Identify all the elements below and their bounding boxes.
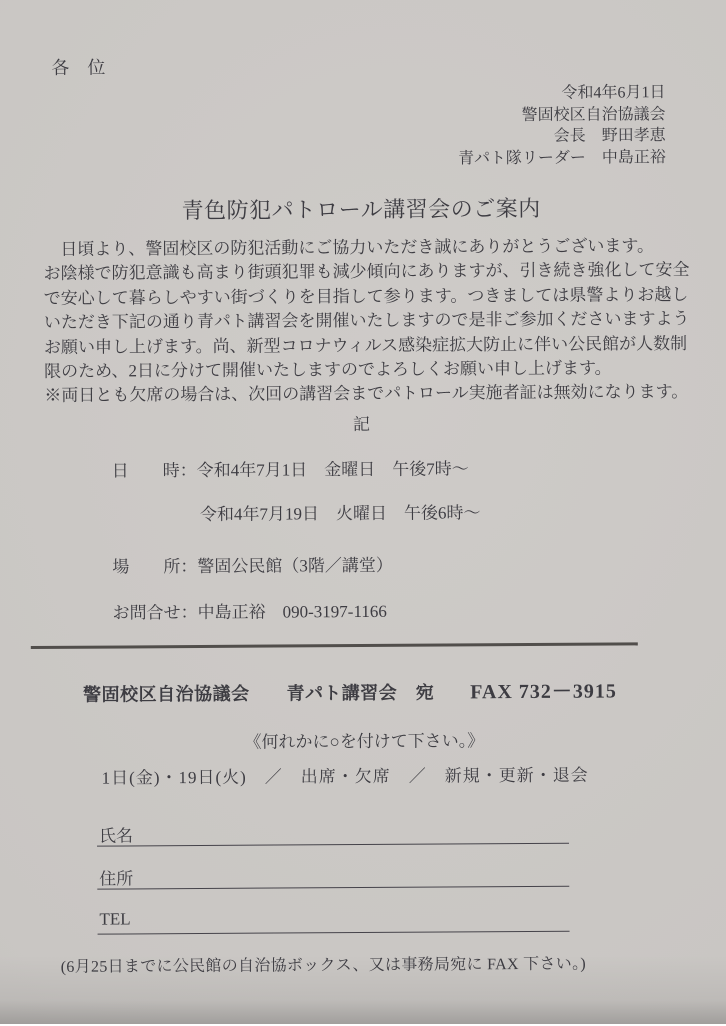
options-line: 1日(金)・19日(火) ／ 出席・欠席 ／ 新規・更新・退会 — [101, 765, 589, 788]
datetime-label: 日 時： — [111, 461, 197, 481]
tel-field-row — [97, 907, 569, 935]
venue-row — [112, 551, 393, 578]
notice-body — [43, 234, 690, 409]
fax-addressee-row — [83, 674, 617, 706]
recipient-label: 各 位 — [51, 57, 106, 78]
body-line: 日頃より、警固校区の防犯活動にご協力いただき誠にありがとうございます。 — [43, 236, 655, 259]
circle-instruction: 《何れかに○を付けて下さい。》 — [244, 731, 485, 752]
address-field-row — [97, 862, 569, 890]
issuer-organization: 警固校区自治協議会 — [521, 105, 666, 124]
session-1-datetime: 令和4年7月1日 金曜日 午後7時～ — [196, 459, 469, 481]
contact-value: 中島正裕 090-3197-1166 — [197, 601, 387, 623]
issuer-chairman: 会長 野田孝恵 — [553, 127, 666, 145]
session-2-datetime: 令和4年7月19日 火曜日 午後6時～ — [199, 503, 481, 524]
notice-title: 青色防犯パトロール講習会のご案内 — [181, 195, 541, 224]
fax-number: FAX 732－3915 — [470, 680, 617, 704]
session-2-row — [200, 498, 481, 525]
tel-field-label: TEL — [99, 909, 131, 929]
venue-value: 警固公民館（3階／講堂） — [197, 555, 393, 577]
issue-date: 令和4年6月1日 — [561, 84, 666, 102]
name-field-row — [97, 819, 569, 847]
session-1-row — [112, 454, 469, 481]
body-line: いただき下記の通り青パト講習会を開催いたしますので是非ご参加くださいますよう — [43, 309, 690, 333]
section-divider — [31, 642, 638, 649]
issuer-block — [458, 82, 666, 169]
body-line: 限のため、2日に分けて開催いたしますのでよろしくお願い申し上げます。 — [44, 358, 612, 381]
record-marker: 記 — [352, 414, 373, 435]
body-line: お願い申し上げます。尚、新型コロナウィルス感染症拡大防止に伴い公民館が人数制 — [43, 333, 688, 357]
deadline-note: (6月25日までに公民館の自治協ボックス、又は事務局宛に FAX 下さい。) — [60, 955, 587, 976]
contact-row — [113, 597, 387, 624]
fax-addressee: 警固校区自治協議会 青パト講習会 宛 — [83, 682, 435, 705]
venue-label: 場 所： — [112, 557, 198, 577]
contact-label: お問合せ： — [112, 603, 198, 623]
address-field-label: 住所 — [99, 869, 134, 889]
name-field-label: 氏名 — [98, 826, 134, 846]
body-line: お陰様で防犯意識も高まり街頭犯罪も減少傾向にありますが、引き続き強化して安全 — [43, 260, 690, 284]
body-line: ※両日とも欠席の場合は、次回の講習会までパトロール実施者証は無効になります。 — [44, 382, 689, 406]
body-line: で安心して暮らしやすい街づくりを目指して参ります。つきましては県警よりお越し — [43, 284, 689, 308]
issuer-leader: 青パト隊リーダー 中島正裕 — [458, 148, 666, 167]
